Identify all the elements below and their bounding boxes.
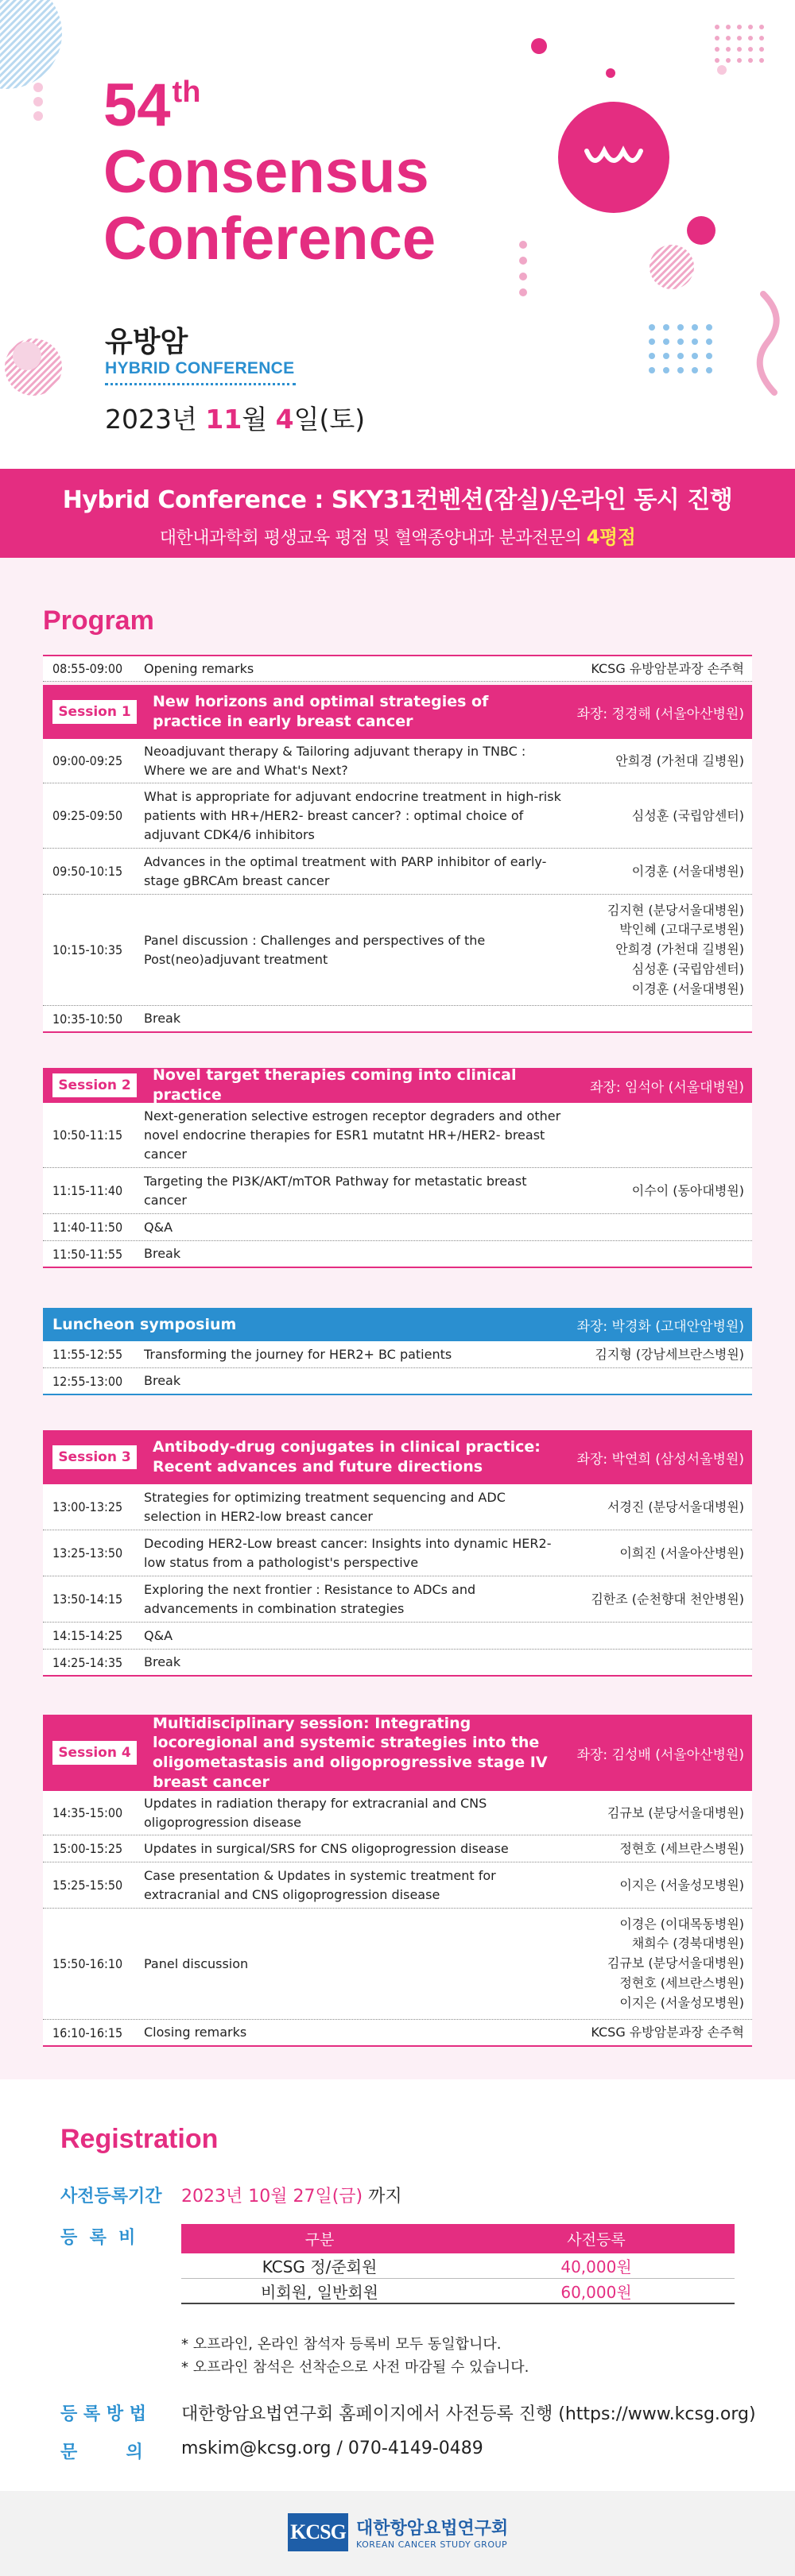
- table-row: 08:55-09:00 Opening remarks KCSG 유방암분과장 손주혁: [43, 655, 752, 682]
- session-badge: Session 3: [52, 1445, 137, 1469]
- table-row: 15:50-16:10 Panel discussion 이경은 (이대목동병원) 채희수 (경북대병원) 김규보 (분당서울대병원) 정현호 (세브란스병원) 이지은 (서울성모병원): [43, 1909, 752, 2020]
- contact-value[interactable]: mskim@kcsg.org / 070-4149-0489: [181, 2439, 483, 2458]
- fee-table-header: 구분 사전등록: [181, 2224, 735, 2253]
- fee-row: 비회원, 일반회원 60,000원: [181, 2279, 735, 2304]
- fee-row: KCSG 정/준회원 40,000원: [181, 2253, 735, 2279]
- table-row: 10:35-10:50 Break: [43, 1006, 752, 1033]
- title-line-conference: Conference: [103, 205, 436, 273]
- table-row: 16:10-16:15 Closing remarks KCSG 유방암분과장 손주혁: [43, 2020, 752, 2047]
- table-row: 11:50-11:55 Break: [43, 1241, 752, 1268]
- table-row: 13:00-13:25 Strategies for optimizing treatment sequencing and ADC selection in HER2-low breast cancer 서경진 (분당서울대병원): [43, 1484, 752, 1530]
- table-row: 15:00-15:25 Updates in surgical/SRS for CNS oligoprogression disease 정현호 (세브란스병원): [43, 1835, 752, 1862]
- hero-section: [0, 0, 795, 469]
- program-block-session-4: [43, 1715, 752, 2047]
- table-row: 09:00-09:25 Neoadjuvant therapy & Tailoring adjuvant therapy in TNBC : Where we are and What's Next? 안희경 (가천대 길병원): [43, 739, 752, 783]
- decorative-shapes-left: [0, 0, 95, 159]
- period-label: 사전등록기간: [60, 2187, 162, 2207]
- conference-title: [103, 72, 436, 273]
- program-block-session-3: [43, 1430, 752, 1677]
- session-badge: Session 2: [52, 1073, 137, 1097]
- table-row: 09:50-10:15 Advances in the optimal treatment with PARP inhibitor of early-stage gBRCAm breast cancer 이경훈 (서울대병원): [43, 849, 752, 895]
- method-value[interactable]: 대한항암요법연구회 홈페이지에서 사전등록 진행 (https://www.kcsg.org): [181, 2404, 756, 2424]
- session-title: Antibody-drug conjugates in clinical practice: Recent advances and future directions: [153, 1438, 541, 1476]
- period-value: 2023년 10월 27일(금) 까지: [181, 2187, 402, 2207]
- table-row: 11:15-11:40 Targeting the PI3K/AKT/mTOR Pathway for metastatic breast cancer 이수이 (동아대병원): [43, 1168, 752, 1214]
- registration-notes: * 오프라인, 온라인 참석자 등록비 모두 동일합니다. * 오프라인 참석은 선착순으로 사전 마감될 수 있습니다.: [181, 2336, 529, 2376]
- session-title: Luncheon symposium: [52, 1315, 237, 1333]
- fee-table: [181, 2224, 735, 2304]
- conference-date: 2023년 11월 4일(토): [105, 404, 366, 435]
- program-block-session-1: [43, 685, 752, 1033]
- table-row: 10:50-11:15 Next-generation selective estrogen receptor degraders and other novel endocrine therapies for ESR1 mutatnt HR+/HER2- breast cancer: [43, 1103, 752, 1168]
- table-row: 14:25-14:35 Break: [43, 1650, 752, 1677]
- method-label: 등 록 방 법: [60, 2404, 146, 2424]
- kcsg-logo-mark: KCSG: [288, 2513, 348, 2551]
- kcsg-logo: [288, 2513, 508, 2551]
- decorative-shapes-bottom-left: [0, 334, 80, 429]
- program-title: Program: [43, 605, 154, 636]
- venue-line: Hybrid Conference : SKY31컨벤션(잠실)/온라인 동시 진행: [62, 486, 733, 514]
- credit-line: 대한내과학회 평생교육 평점 및 혈액종양내과 분과전문의 4평점: [159, 526, 636, 548]
- session-header: [43, 1715, 752, 1791]
- table-row: 12:55-13:00 Break: [43, 1368, 752, 1395]
- session-header: [43, 685, 752, 739]
- session-chair: 좌장: 정경해 (서울아산병원): [576, 706, 744, 722]
- title-line-consensus: Consensus: [103, 138, 429, 206]
- table-row: 15:25-15:50 Case presentation & Updates in systemic treatment for extracranial and CNS oligoprogression disease 이지은 (서울성모병원): [43, 1862, 752, 1909]
- org-name-english: KOREAN CANCER STUDY GROUP: [356, 2539, 508, 2550]
- decorative-shapes-right: [469, 0, 795, 413]
- program-block-opening: [43, 655, 752, 682]
- session-header: [43, 1068, 752, 1103]
- session-title: Multidisciplinary session: Integrating locoregional and systemic strategies into the oligometastasis and oligoprogressive stage IV breast cancer: [153, 1714, 548, 1791]
- session-chair: 좌장: 임석아 (서울대병원): [589, 1079, 744, 1096]
- table-row: 13:25-13:50 Decoding HER2-Low breast cancer: Insights into dynamic HER2-low status from a pathologist's perspective 이희진 (서울아산병원): [43, 1530, 752, 1576]
- program-block-session-2: [43, 1068, 752, 1268]
- session-badge: Session 1: [52, 700, 137, 724]
- registration-section: [0, 2079, 795, 2491]
- table-row: 09:25-09:50 What is appropriate for adjuvant endocrine treatment in high-risk patients with HR+/HER2- breast cancer? : optimal choice of adjuvant CDK4/6 inhibitors 심성훈 (국립암센터): [43, 783, 752, 849]
- session-chair: 좌장: 박경화 (고대안암병원): [576, 1318, 744, 1335]
- table-row: 14:15-14:25 Q&A: [43, 1623, 752, 1650]
- hybrid-label: HYBRID CONFERENCE: [105, 359, 295, 377]
- session-chair: 좌장: 김성배 (서울아산병원): [576, 1746, 744, 1763]
- luncheon-header: [43, 1308, 752, 1341]
- session-title: Novel target therapies coming into clinical practice: [153, 1066, 517, 1104]
- session-header: [43, 1430, 752, 1484]
- table-row: 10:15-10:35 Panel discussion : Challenges and perspectives of the Post(neo)adjuvant treatment 김지현 (분당서울대병원) 박인혜 (고대구로병원) 안희경 (가천대 길병원) 심성훈 (국립암센터) 이경훈 (서울대병원): [43, 895, 752, 1006]
- table-row: 14:35-15:00 Updates in radiation therapy for extracranial and CNS oligoprogression disease 김규보 (분당서울대병원): [43, 1791, 752, 1835]
- dotted-divider: [105, 383, 296, 385]
- table-row: 11:40-11:50 Q&A: [43, 1214, 752, 1241]
- session-chair: 좌장: 박연희 (삼성서울병원): [576, 1451, 744, 1468]
- credit-points: 4평점: [586, 526, 636, 548]
- venue-banner: [0, 469, 795, 558]
- table-row: 13:50-14:15 Exploring the next frontier : Resistance to ADCs and advancements in combination strategies 김한조 (순천향대 천안병원): [43, 1576, 752, 1623]
- fee-label: 등 록 비: [60, 2228, 136, 2248]
- org-name-korean: 대한항암요법연구회: [356, 2519, 509, 2539]
- contact-label: 문 의: [60, 2443, 143, 2462]
- registration-title: Registration: [60, 2124, 219, 2154]
- conference-topic: 유방암: [105, 326, 188, 358]
- edition-number: 54th: [103, 72, 201, 139]
- table-row: 11:55-12:55 Transforming the journey for HER2+ BC patients 김지형 (강남세브란스병원): [43, 1341, 752, 1368]
- footer: [0, 2491, 795, 2576]
- program-section: [0, 558, 795, 2079]
- session-badge: Session 4: [52, 1741, 137, 1765]
- session-title: New horizons and optimal strategies of practice in early breast cancer: [153, 693, 489, 730]
- program-block-luncheon: [43, 1308, 752, 1395]
